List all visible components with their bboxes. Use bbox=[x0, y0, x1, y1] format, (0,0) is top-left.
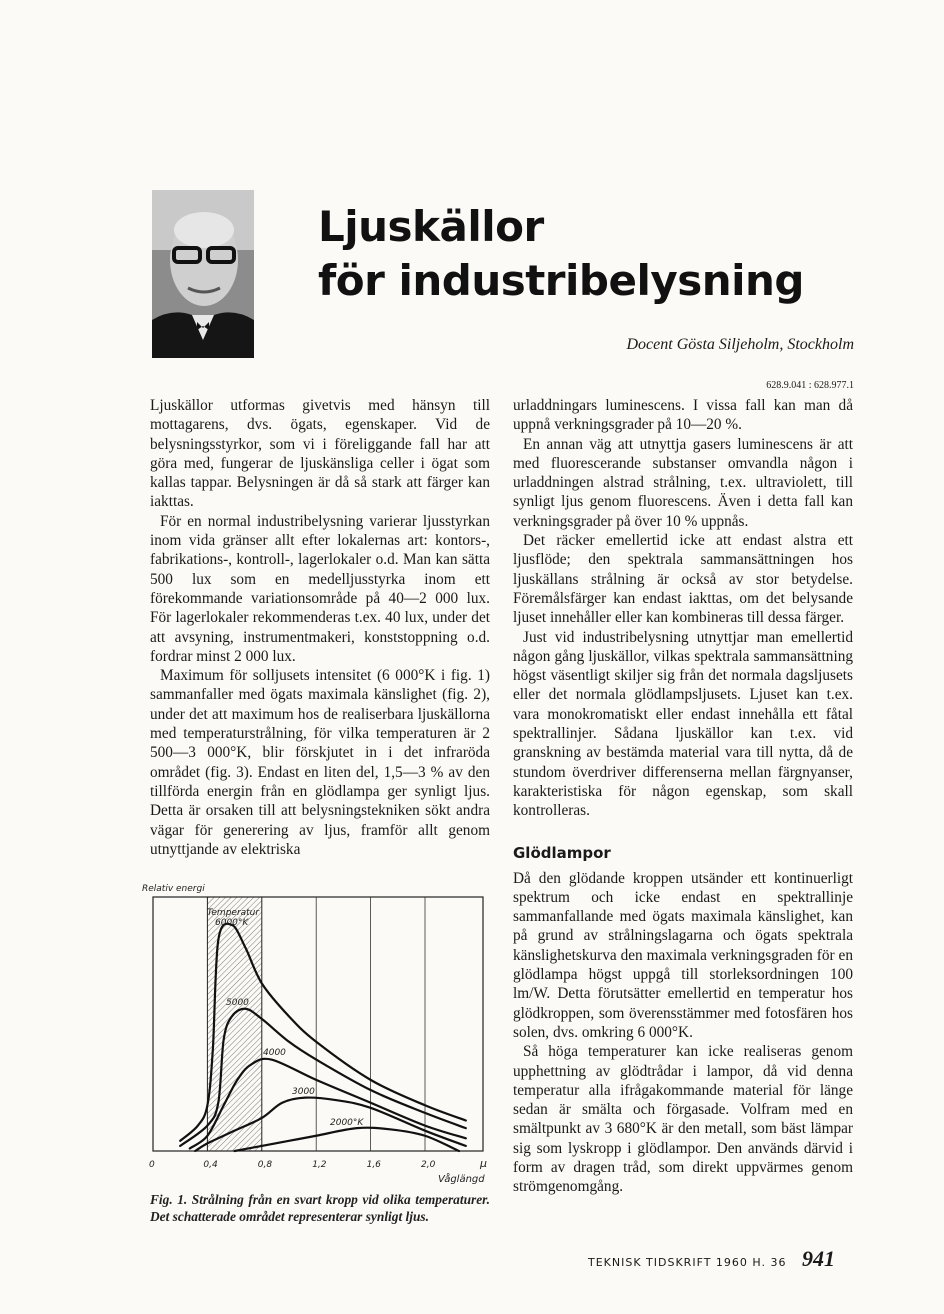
udc-classification: 628.9.041 : 628.977.1 bbox=[766, 380, 854, 391]
x-tick-label: 1,2 bbox=[312, 1160, 327, 1171]
x-tick-label: 0 bbox=[149, 1160, 155, 1171]
paragraph: För en normal industribelysning varierar ljusstyrkan inom vida gränser allt efter lokalernas art: kontors-, fabrikations-, kontroll-, lagerlokaler o.d. Man kan sätta 500 lux som en medelljusstyrka inom ett förekommande variationsområde på 40—2 000 lux. För lagerlokaler rekommenderas t.ex. 40 lux, under det att avsyning, instrumentmakeri, konststoppning o.d. fordrar minst 2 000 lux. bbox=[150, 512, 490, 665]
section-body bbox=[513, 869, 853, 1197]
author-portrait bbox=[152, 190, 254, 358]
title-line-1: Ljuskällor bbox=[318, 202, 544, 251]
grid bbox=[153, 897, 483, 1151]
paragraph: Det räcker emellertid icke att endast alstra ett ljusflöde; den spektrala sammansättningen hos ljuskällans strålning är också av stor betydelse. Föremålsfärger kan endast iakttas, om det belysande ljuset innehåller eller kan kombineras till dessa färger. bbox=[513, 532, 853, 627]
x-tick-label: 2,0 bbox=[421, 1160, 436, 1171]
paragraph: Maximum för solljusets intensitet (6 000°K i fig. 1) sammanfaller med ögats maximala känslighet (fig. 2), under det att maximum hos de realiserbara ljuskällorna med temperaturstrålning, för vilka temperaturen är 2 500—3 000°K, blir förskjutet in i det infraröda området (fig. 3). Endast en liten del, 1,5—3 % av den tillförda energin från en glödlampa ger synligt ljus. Detta är orsaken till att belysningstekniken sökt andra vägar för generering av ljus, framför allt genom utnyttjande av elektriska bbox=[150, 667, 490, 858]
title-line-2: för industribelysning bbox=[318, 256, 804, 305]
shaded-label-line2: 6000°K bbox=[215, 918, 249, 929]
x-axis-unit: µ bbox=[480, 1157, 487, 1171]
paragraph: Ljuskällor utformas givetvis med hänsyn till mottagarens, dvs. ögats, egenskaper. Vid de belysningsstyrkor, som vi i föreliggande fall har att göra med, fungerar de ljuskänsliga celler i ögat som kallas tappar. Belysningen är då så stark att färger kan iakttas. bbox=[150, 397, 490, 511]
curve-label-4000: 4000 bbox=[263, 1048, 286, 1059]
author-byline: Docent Gösta Siljeholm, Stockholm bbox=[626, 336, 854, 353]
curve-label-2000: 2000°K bbox=[330, 1118, 364, 1129]
x-axis-label: Våglängd bbox=[438, 1174, 485, 1186]
paragraph: Just vid industribelysning utnyttjar man emellertid någon gång ljuskällor, vilkas spektrala sammansättning högst väsentligt skiljer sig från det normala dagsljusets eller det normala glödlampsljusets. Ljuset kan t.ex. vara monokromatiskt eller endast innehålla ett fåtal spektrallinjer. Sådana ljuskällor kan t.ex. vid granskning av bestämda material vara till nytta, då de stundom överdriver differenserna mellan färgnyanser, karakteristiska för någon egenskap, som skall kontrolleras. bbox=[513, 628, 853, 820]
x-tick-label: 0,4 bbox=[203, 1160, 218, 1171]
plot-frame bbox=[153, 897, 483, 1151]
paragraph: urladdningars luminescens. I vissa fall kan man då uppnå verkningsgrader på 10—20 %. bbox=[513, 397, 853, 434]
curve-label-3000: 3000 bbox=[292, 1087, 315, 1098]
section-heading: Glödlampor bbox=[513, 843, 611, 862]
x-tick-label: 1,6 bbox=[366, 1160, 381, 1171]
paragraph: En annan väg att utnyttja gasers luminescens är att med fluorescerande substanser omvandla någon i urladdningen alstrad strålning, t.ex. ultraviolett, till synligt ljus genom fluorescens. Även i detta fall kan verkningsgrader på över 10 % uppnås. bbox=[513, 435, 853, 530]
x-ticks bbox=[149, 1160, 436, 1170]
paragraph: Då den glödande kroppen utsänder ett kontinuerligt spektrum och icke endast en spektrallinje sammanfallande med ögats maximala känslighet, kan på grund av strålningslagarna och ögats spektrala känslighetskurva den maximala verkningsgraden för en glödlampa högst uppgå till storleksordningen 100 lm/W. Detta förutsätter emellertid en temperatur hos glödkroppen, som överensstämmer med fotosfären hos solen, dvs. omkring 6 000°K. bbox=[513, 869, 853, 1041]
paragraph: Så höga temperaturer kan icke realiseras genom upphettning av glödtrådar i lampor, då vid denna temperatur alla ifrågakommande material för länge sedan är smälta och förgasade. Volfram med en smältpunkt av 3 680°K är den metall, som bäst lämpar sig som lyskropp i glödlampor. Den används därvid i form av dragen tråd, som direkt uppvärmes genom strömgenomgång. bbox=[513, 1043, 853, 1196]
y-axis-label: Relativ energi bbox=[142, 884, 205, 895]
figure-caption: Fig. 1. Strålning från en svart kropp vid olika temperaturer. Det schatterade området representerar synligt ljus. bbox=[150, 1192, 490, 1225]
journal-footer: TEKNISK TIDSKRIFT 1960 H. 36 bbox=[588, 1256, 787, 1269]
curve-label-5000: 5000 bbox=[226, 998, 249, 1009]
article-title bbox=[318, 200, 804, 308]
left-column bbox=[142, 396, 490, 1225]
page-number: 941 bbox=[802, 1246, 835, 1271]
right-column bbox=[513, 396, 853, 1197]
x-tick-label: 0,8 bbox=[257, 1160, 273, 1171]
shaded-label-line1: Temperatur bbox=[207, 908, 260, 919]
figure-blackbody-radiation bbox=[140, 875, 500, 1187]
